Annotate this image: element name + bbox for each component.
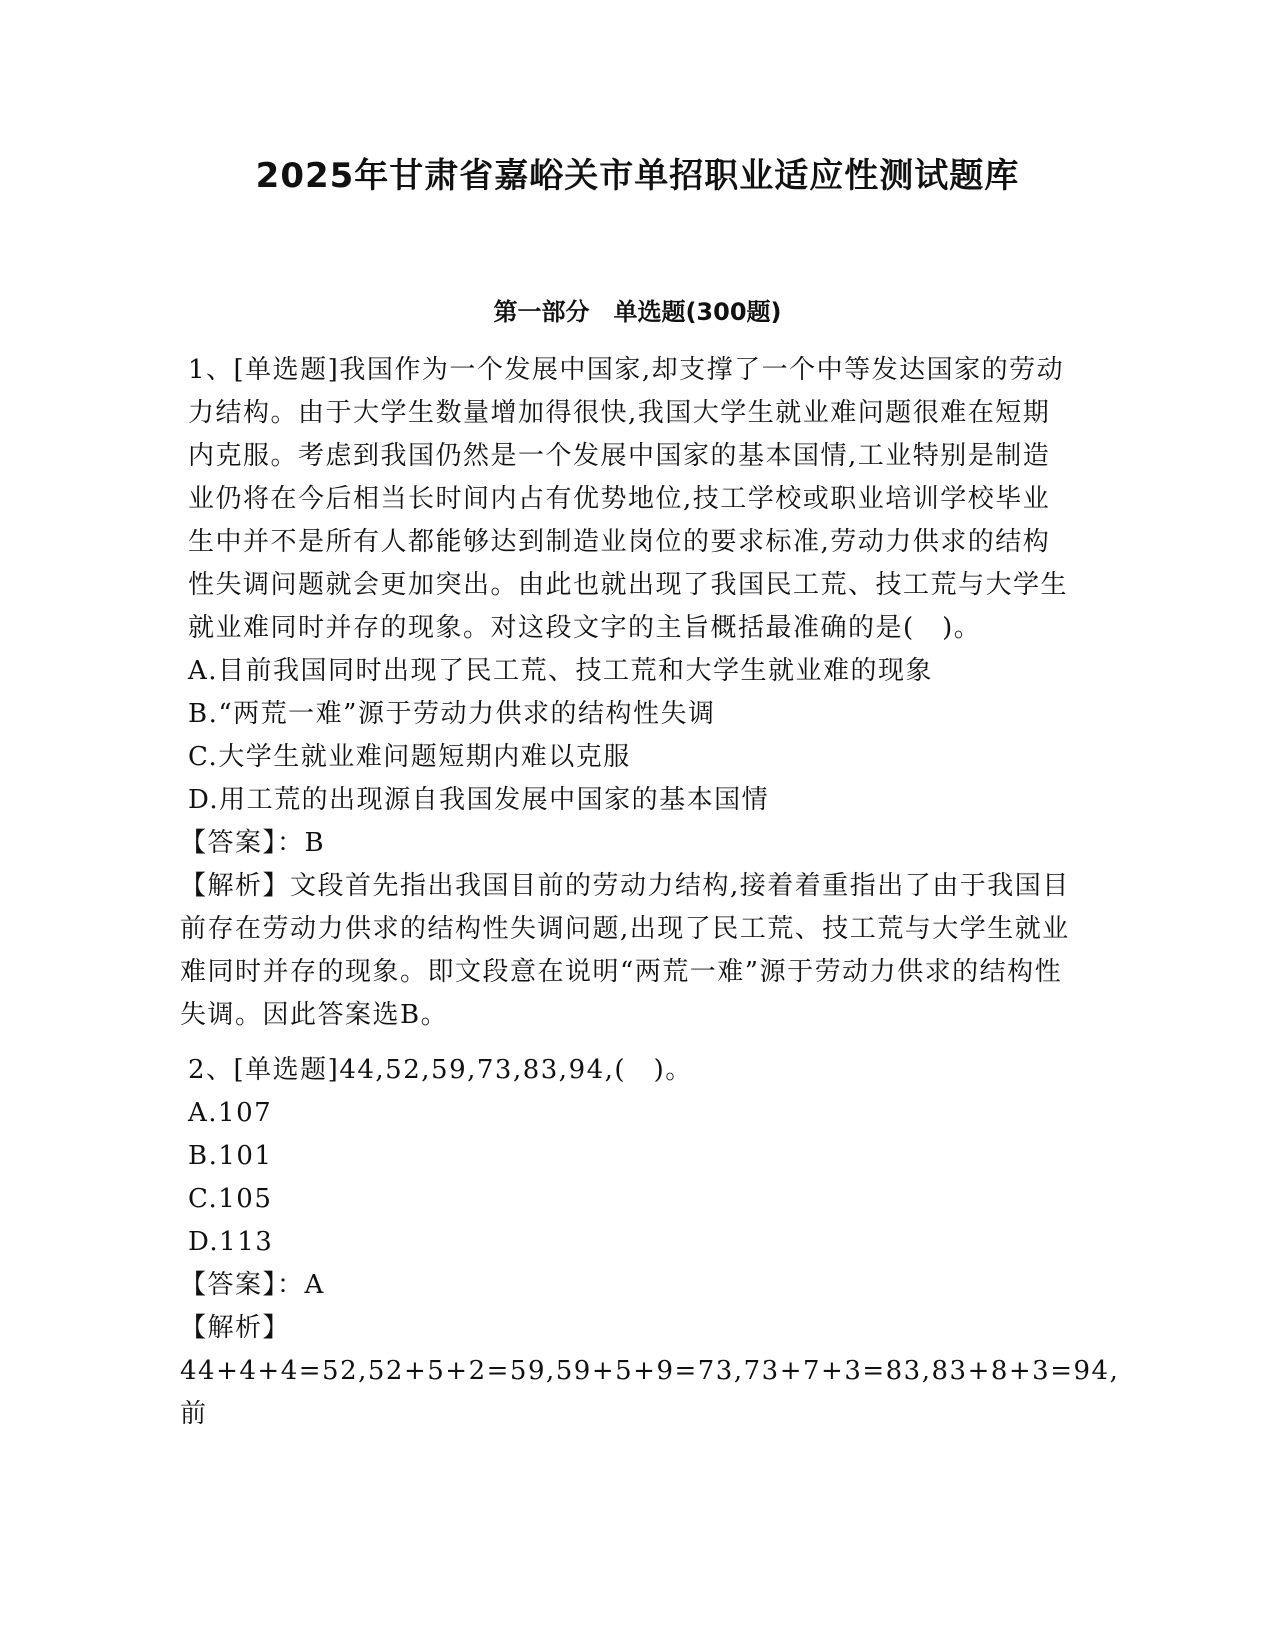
question-1 — [180, 349, 1073, 1037]
answer-text: 【答案】：A — [180, 1270, 325, 1300]
option-a: A.107 — [188, 1098, 273, 1128]
analysis-text: 【解析】44+4+4=52,52+5+2=59,59+5+9=73,73+7+3=83,83+8+3=94,前 — [180, 1313, 1120, 1429]
option-b: B.101 — [188, 1141, 273, 1171]
question-stem: 1、[单选题]我国作为一个发展中国家,却支撑了一个中等发达国家的劳动力结构。由于大学生数量增加得很快,我国大学生就业难问题很难在短期内克服。考虑到我国仍然是一个发展中国家的基本国情,工业特别是制造业仍将在今后相当长时间内占有优势地位,技工学校或职业培训学校毕业生中并不是所有人都能够达到制造业岗位的要求标准,劳动力供求的结构性失调问题就会更加突出。由此也就出现了我国民工荒、技工荒与大学生就业难同时并存的现象。对这段文字的主旨概括最准确的是( )。 — [188, 355, 1069, 643]
document-title: 2025年甘肃省嘉峪关市单招职业适应性测试题库 — [255, 156, 1020, 196]
answer-text: 【答案】：B — [180, 828, 326, 858]
question-list — [180, 349, 1120, 1436]
analysis-text: 【解析】文段首先指出我国目前的劳动力结构,接着着重指出了由于我国目前存在劳动力供求的结构性失调问题,出现了民工荒、技工荒与大学生就业难同时并存的现象。即文段意在说明“两荒一难”源于劳动力供求的结构性失调。因此答案选B。 — [180, 871, 1070, 1030]
option-c: C.大学生就业难问题短期内难以克服 — [188, 742, 631, 772]
option-c: C.105 — [188, 1184, 273, 1214]
option-a: A.目前我国同时出现了民工荒、技工荒和大学生就业难的现象 — [188, 656, 934, 686]
option-b: B.“两荒一难”源于劳动力供求的结构性失调 — [188, 699, 716, 729]
question-stem: 2、[单选题]44,52,59,73,83,94,( )。 — [188, 1055, 693, 1085]
question-2 — [180, 1049, 1120, 1436]
option-d: D.113 — [188, 1227, 274, 1257]
option-d: D.用工荒的出现源自我国发展中国家的基本国情 — [188, 785, 770, 815]
section-heading: 第一部分 单选题(300题) — [493, 298, 782, 326]
